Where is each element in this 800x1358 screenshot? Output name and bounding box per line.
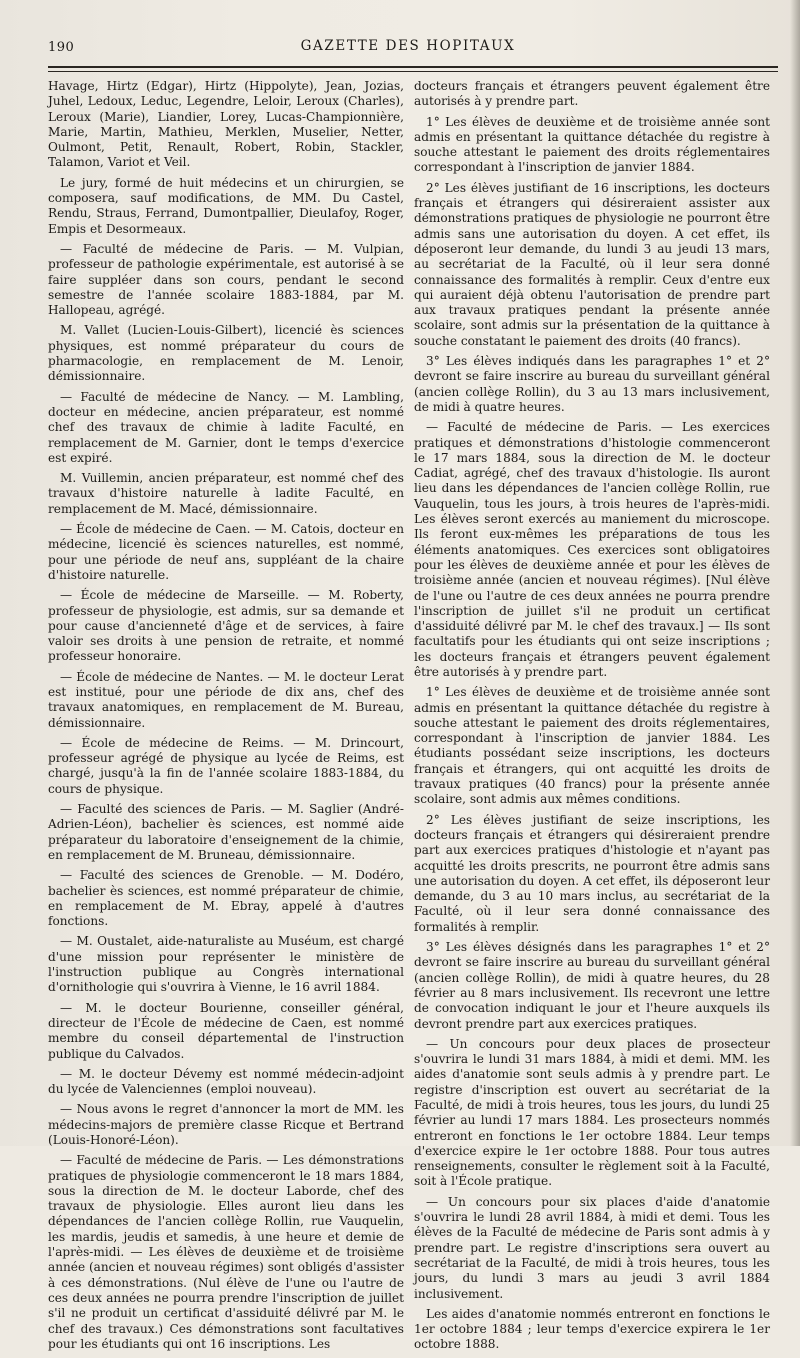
paragraph: 2° Les élèves justifiant de seize inscriptions, les docteurs français et étrangers qui désireraient prendre part aux exercices pratiques d'histologie et n'ayant pas acquitté les droits prescrits, ne pourront être admis sans une autorisation du doyen. A cet effet, ils déposeront leur demande, du 3 au 10 mars inclus, au secrétariat de la Faculté, où il leur sera donné connaissance des formalités à remplir. [414, 812, 770, 934]
page-header [48, 36, 768, 60]
paragraph: — Faculté des sciences de Grenoble. — M. Dodéro, bachelier ès sciences, est nommé préparateur de chimie, en remplacement de M. Ebray, appelé à d'autres fonctions. [48, 868, 404, 929]
header-rule-thin [48, 71, 778, 72]
paragraph: — Faculté de médecine de Paris. — M. Vulpian, professeur de pathologie expérimentale, est autorisé à se faire suppléer dans son cours, pendant le second semestre de l'année scolaire 1883-1884, par M. Hallopeau, agrégé. [48, 241, 404, 318]
paragraph: — M. le docteur Bourienne, conseiller général, directeur de l'École de médecine de Caen, est nommé membre du conseil départemental de l'instruction publique du Calvados. [48, 1000, 404, 1061]
paragraph: — Faculté de médecine de Paris. — Les exercices pratiques et démonstrations d'histologie commenceront le 17 mars 1884, sous la direction de M. le docteur Cadiat, agrégé, chef des travaux d'histologie. Ils auront lieu dans les dépendances de l'ancien collège Rollin, rue Vauquelin, tous les jours, à trois heures de l'après-midi. Les élèves seront exercés au maniement du microscope. Ils feront eux-mêmes les préparations de tous les éléments anatomiques. Ces exercices sont obligatoires pour les élèves de deuxième année et pour les élèves de troisième année (ancien et nouveau régimes). [Nul élève de l'une ou l'autre de ces deux années ne pourra prendre l'inscription de juillet s'il ne produit un certificat d'assiduité délivré par M. le chef des travaux.] — Ils sont facultatifs pour les étudiants qui ont seize inscriptions ; les docteurs français et étrangers peuvent également être autorisés à y prendre part. [414, 420, 770, 679]
page-edge-shadow [790, 0, 800, 1146]
paragraph: — École de médecine de Reims. — M. Drincourt, professeur agrégé de physique au lycée de Reims, est chargé, jusqu'à la fin de l'année scolaire 1883-1884, du cours de physique. [48, 735, 404, 796]
paragraph: Havage, Hirtz (Edgar), Hirtz (Hippolyte), Jean, Jozias, Juhel, Ledoux, Leduc, Legendre, Leloir, Leroux (Charles), Leroux (Marie), Liandier, Lorey, Lucas-Championnière, Marie, Martin, Mathieu, Merklen, Muselier, Netter, Oulmont, Petit, Renault, Robert, Robin, Stackler, Talamon, Variot et Veil. [48, 79, 404, 170]
paragraph: — Faculté de médecine de Nancy. — M. Lambling, docteur en médecine, ancien préparateur, est nommé chef des travaux de chimie à ladite Faculté, en remplacement de M. Garnier, dont le temps d'exercice est expiré. [48, 389, 404, 465]
paragraph: 3° Les élèves indiqués dans les paragraphes 1° et 2° devront se faire inscrire au bureau du surveillant général (ancien collège Rollin), du 3 au 13 mars inclusivement, de midi à quatre heures. [414, 354, 770, 414]
left-column [48, 79, 404, 1357]
paragraph: — Un concours pour deux places de prosecteur s'ouvrira le lundi 31 mars 1884, à midi et demi. MM. les aides d'anatomie sont seuls admis à y prendre part. Le registre d'inscription est ouvert au secrétariat de la Faculté, de midi à trois heures, tous les jours, du lundi 25 février au lundi 17 mars 1884. Les prosecteurs nommés entreront en fonctions le 1er octobre 1884. Leur temps d'exercice expire le 1er octobre 1888. Pour tous autres renseignements, consulter le règlement soit à la Faculté, soit à l'École pratique. [414, 1036, 770, 1189]
paragraph: M. Vallet (Lucien-Louis-Gilbert), licencié ès sciences physiques, est nommé préparateur du cours de pharmacologie, en remplacement de M. Lenoir, démissionnaire. [48, 323, 404, 384]
paragraph: 1° Les élèves de deuxième et de troisième année sont admis en présentant la quittance détachée du registre à souche attestant le paiement des droits réglementaires correspondant à l'inscription de janvier 1884. [414, 114, 770, 175]
paragraph: — Faculté des sciences de Paris. — M. Saglier (André-Adrien-Léon), bachelier ès sciences, est nommé aide préparateur du laboratoire d'enseignement de la chimie, en remplacement de M. Bruneau, démissionnaire. [48, 802, 404, 862]
paragraph: M. Vuillemin, ancien préparateur, est nommé chef des travaux d'histoire naturelle à ladite Faculté, en remplacement de M. Macé, démissionnaire. [48, 471, 404, 516]
paragraph: Les aides d'anatomie nommés entreront en fonctions le 1er octobre 1884 ; leur temps d'exercice expirera le 1er octobre 1888. [414, 1306, 770, 1352]
paragraph: docteurs français et étrangers peuvent également être autorisés à y prendre part. [414, 79, 770, 109]
paragraph: — Un concours pour six places d'aide d'anatomie s'ouvrira le lundi 28 avril 1884, à midi et demi. Tous les élèves de la Faculté de médecine de Paris sont admis à y prendre part. Le registre d'inscriptions sera ouvert au secrétariat de la Faculté, de midi à trois heures, tous les jours, du lundi 3 mars au jeudi 3 avril 1884 inclusivement. [414, 1194, 770, 1301]
paragraph: — Nous avons le regret d'annoncer la mort de MM. les médecins-majors de première classe Ricque et Bertrand (Louis-Honoré-Léon). [48, 1102, 404, 1147]
paragraph: — École de médecine de Caen. — M. Catois, docteur en médecine, licencié ès sciences naturelles, est nommé, pour une période de neuf ans, suppléant de la chaire d'histoire naturelle. [48, 522, 404, 582]
header-rule-thick [48, 66, 778, 68]
paragraph: — Faculté de médecine de Paris. — Les démonstrations pratiques de physiologie commenceront le 18 mars 1884, sous la direction de M. le docteur Laborde, chef des travaux de physiologie. Elles auront lieu dans les dépendances de l'ancien collège Rollin, rue Vauquelin, les mardis, jeudis et samedis, à une heure et demie de l'après-midi. — Les élèves de deuxième et de troisième année (ancien et nouveau régimes) sont obligés d'assister à ces démonstrations. (Nul élève de l'une ou l'autre de ces deux années ne pourra prendre l'inscription de juillet s'il ne produit un certificat d'assiduité délivré par M. le chef des travaux.) Ces démonstrations sont facultatives pour les étudiants qui ont 16 inscriptions. Les [48, 1153, 404, 1351]
right-column [414, 79, 770, 1358]
page-number: 190 [48, 40, 75, 55]
paragraph: — M. Oustalet, aide-naturaliste au Muséum, est chargé d'une mission pour représenter le ministère de l'instruction publique au Congrès international d'ornithologie qui s'ouvrira à Vienne, le 16 avril 1884. [48, 934, 404, 995]
paragraph: Le jury, formé de huit médecins et un chirurgien, se composera, sauf modifications, de MM. Du Castel, Rendu, Straus, Ferrand, Dumontpallier, Dieulafoy, Roger, Empis et Desormeaux. [48, 175, 404, 236]
paragraph: — École de médecine de Marseille. — M. Roberty, professeur de physiologie, est admis, sur sa demande et pour cause d'ancienneté d'âge et de services, à faire valoir ses droits à une pension de retraite, et nommé professeur honoraire. [48, 588, 404, 664]
paragraph: 3° Les élèves désignés dans les paragraphes 1° et 2° devront se faire inscrire au bureau du surveillant général (ancien collège Rollin), de midi à quatre heures, du 28 février au 8 mars inclusivement. Ils recevront une lettre de convocation indiquant le jour et l'heure auxquels ils devront prendre part aux exercices pratiques. [414, 940, 770, 1031]
paragraph: — École de médecine de Nantes. — M. le docteur Lerat est institué, pour une période de dix ans, chef des travaux anatomiques, en remplacement de M. Bureau, démissionnaire. [48, 669, 404, 730]
paragraph: 2° Les élèves justifiant de 16 inscriptions, les docteurs français et étrangers qui désireraient assister aux démonstrations pratiques de physiologie ne pourront être admis sans une autorisation du doyen. A cet effet, ils déposeront leur demande, du lundi 3 au jeudi 13 mars, au secrétariat de la Faculté, où il leur sera donné connaissance des formalités à remplir. Ceux d'entre eux qui auraient déjà obtenu l'autorisation de prendre part aux travaux pratiques pendant la présente année scolaire, sont admis sur la présentation de la quittance à souche constatant le paiement des droits (40 francs). [414, 180, 770, 348]
paragraph: — M. le docteur Dévemy est nommé médecin-adjoint du lycée de Valenciennes (emploi nouveau). [48, 1066, 404, 1097]
running-title: GAZETTE DES HOPITAUX [300, 38, 516, 54]
paragraph: 1° Les élèves de deuxième et de troisième année sont admis en présentant la quittance détachée du registre à souche attestant le paiement des droits réglementaires, correspondant à l'inscription de janvier 1884. Les étudiants possédant seize inscriptions, les docteurs français et étrangers, qui ont acquitté les droits de travaux pratiques (40 francs) pour la présente année scolaire, sont admis aux mêmes conditions. [414, 685, 770, 807]
